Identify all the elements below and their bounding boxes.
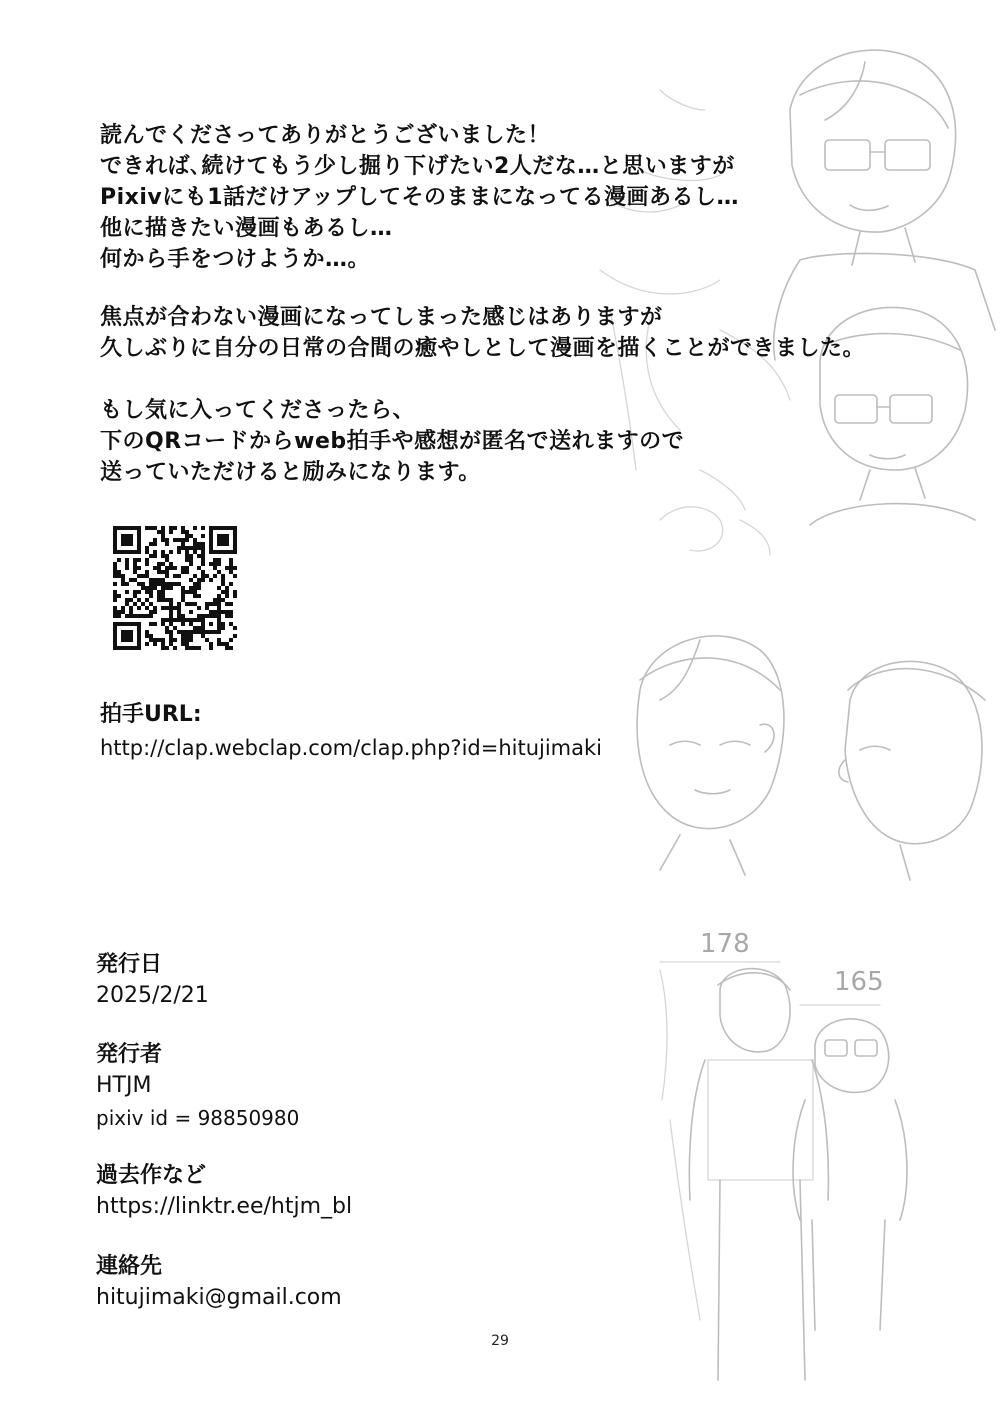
- publisher-value: HTJM: [96, 1073, 152, 1098]
- colophon-contact: [96, 1252, 342, 1314]
- sketch-height-tall: 178: [700, 929, 750, 959]
- afterword-line: 他に描きたい漫画もあるし…: [100, 216, 393, 241]
- afterword-line: 久しぶりに自分の日常の合間の癒やしとして漫画を描くことができました。: [100, 336, 866, 361]
- works-label: 過去作など: [96, 1163, 207, 1188]
- afterword-paragraph-1: [100, 120, 739, 275]
- afterword-line: 読んでくださってありがとうございました！: [100, 123, 551, 148]
- afterword-line: 何から手をつけようか…。: [100, 247, 371, 272]
- page-number: 29: [491, 1333, 509, 1349]
- afterword-paragraph-3: [100, 395, 684, 488]
- works-link[interactable]: https://linktr.ee/htjm_bl: [96, 1194, 353, 1219]
- contact-label: 連絡先: [96, 1254, 163, 1279]
- afterword-line: 送っていただけると励みになります。: [100, 460, 481, 485]
- colophon-date: [96, 950, 209, 1012]
- contact-email-link[interactable]: hitujimaki@gmail.com: [96, 1285, 342, 1310]
- clap-label: 拍手URL:: [100, 702, 202, 727]
- sketch-height-short: 165: [834, 967, 884, 997]
- qr-code[interactable]: [113, 526, 237, 650]
- afterword-line: もし気に入ってくださったら、: [100, 398, 416, 423]
- publisher-label: 発行者: [96, 1042, 163, 1067]
- clap-url-block: [100, 699, 602, 765]
- colophon-works: [96, 1161, 352, 1223]
- pixiv-id: pixiv id = 98850980: [96, 1106, 300, 1130]
- clap-url-link[interactable]: http://clap.webclap.com/clap.php?id=hitujimaki: [100, 736, 603, 760]
- afterword-line: Pixivにも1話だけアップしてそのままになってる漫画あるし…: [100, 185, 740, 210]
- colophon-publisher: [96, 1040, 299, 1134]
- date-label: 発行日: [96, 952, 163, 977]
- afterword-line: 焦点が合わない漫画になってしまった感じはありますが: [100, 305, 663, 330]
- afterword-line: できれば､続けてもう少し掘り下げたい2人だな…と思いますが: [100, 154, 735, 179]
- date-value: 2025/2/21: [96, 983, 209, 1008]
- afterword-paragraph-2: [100, 302, 865, 364]
- afterword-line: 下のQRコードからweb拍手や感想が匿名で送れますので: [100, 429, 685, 454]
